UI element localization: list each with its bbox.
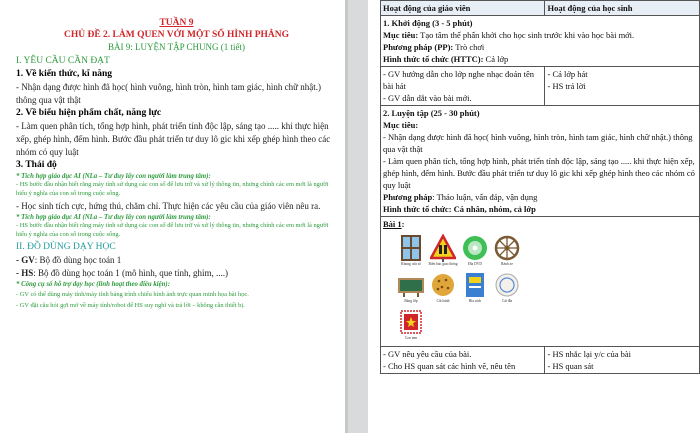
tile-plate [491,271,523,308]
tile-label: Bánh xe [501,262,513,266]
lesson-heading: BÀI 9: LUYỆN TẬP CHUNG (1 tiết) [108,42,245,52]
warmup-title: 1. Khởi động (3 - 5 phút) [383,18,473,28]
exercise-1 [381,216,699,345]
dvd-disc-icon [462,234,488,262]
activity-table [380,0,700,374]
document-page-right [368,0,700,433]
warmup-objective [383,29,697,41]
student-label: - HS [16,268,34,279]
attitude-text: - Học sinh tích cực, hứng thú, chăm chỉ. Thực hiện các yêu cầu của giáo viên nêu ra. [16,201,321,212]
stamp-icon [399,308,423,336]
book-cover-icon [463,271,487,299]
practice-title: 2. Luyện tập (25 - 30 phút) [383,108,480,118]
tile-label: Khung cửa sổ [401,262,421,266]
ai-integration-text: - HS bước đầu nhận biết rằng máy tính sử dụng các con số để lưu trữ và xử lý thông tin, nhưng chính các em mới là người hiểu ý nghĩa của con số trong cuộc sống. [16,181,329,197]
blackboard-icon [397,271,425,299]
objective-text: Tạo tâm thế phấn khởi cho học sinh trước khi vào học bài mới. [418,30,635,40]
warmup-student-2: - HS trả lời [547,81,586,91]
warmup-student-1: - Cả lớp hát [547,69,588,79]
week-heading: TUẦN 9 [159,18,194,28]
warmup-student-cell [545,67,700,106]
topic-heading: CHỦ ĐỀ 2. LÀM QUEN VỚI MỘT SỐ HÌNH PHẲNG [63,30,290,40]
competence-text: - Làm quen phân tích, tổng hợp hình, phát triển tính độc lập, sáng tạo ..... khi thực hiện xếp, ghép hình, đếm hình. Bước đầu phát triển tư duy lô gic khi xếp ghép hình theo các nhóm có quy luật [16,121,331,157]
tile-wheel [491,234,523,271]
warmup-method [383,41,697,53]
digital-tool-2: - GV đặt câu hỏi gợi mở về máy tính/robot để HS suy nghĩ và trả lời – không cần thiết bị. [16,301,245,309]
method-label: Phương pháp (PP): [383,42,454,52]
cake-icon [430,271,456,299]
format-label: Hình thức tổ chức (HTTC): [383,54,484,64]
digital-tools-note: * Công cụ số hỗ trợ dạy học (linh hoạt theo điều kiện): [16,281,170,289]
tile-dvd [459,234,491,271]
ai-integration-text-2: - HS bước đầu nhận biết rằng máy tính sử dụng các con số để lưu trữ và xử lý thông tin, nhưng chính các em mới là người hiểu ý nghĩa của con số trong cuộc sống. [16,222,329,238]
tile-label: Đĩa DVD [468,262,482,266]
exercise-teacher-1: - GV nêu yêu cầu của bài. [383,349,472,359]
materials-teacher [16,254,337,267]
subsection-attitude: 3. Thái độ [16,160,57,170]
practice-method-text: : Thảo luận, vấn đáp, vận dụng [432,192,538,202]
method-text: Trò chơi [453,42,485,52]
exercise-student-1: - HS nhắc lại y/c của bài [547,349,632,359]
warning-sign-icon [430,234,456,262]
wheel-icon [494,234,520,262]
knowledge-text: - Nhận dạng được hình đã học( hình vuông, hình tròn, hình tam giác, hình chữ nhật.) thông qua vật thật [16,82,321,105]
section-objectives: I. YÊU CẦU CẦN ĐẠT [16,56,110,66]
table-row [381,67,700,106]
exercise-image-grid [395,234,525,345]
tile-label: Bìa sách [468,299,482,303]
table-row [381,106,700,347]
tile-label: Bảng lớp [404,299,418,303]
warmup-format [383,53,697,65]
objective-label: Mục tiêu: [383,30,419,40]
tile-window [395,234,427,271]
tile-cake [427,271,459,308]
exercise-student-2: - HS quan sát [547,361,594,371]
format-text: Cả lớp [483,54,509,64]
teacher-materials: : Bộ đồ dùng học toán 1 [34,255,122,266]
warmup-cell [381,16,700,67]
subsection-knowledge: 1. Về kiến thức, kĩ năng [16,69,113,79]
ai-integration-note: * Tích hợp giáo dục AI (NLa – Tư duy lấy con người làm trung tâm): [16,173,211,180]
tile-label: Cái bánh [436,299,450,303]
practice-text-1: - Nhận dạng được hình đã học( hình vuông, hình tròn, hình tam giác, hình chữ nhật.) thông qua vật thật [383,132,693,154]
document-page-left [0,0,345,433]
exercise-1-label: Bài 1 [383,219,402,229]
materials-student [16,267,337,280]
tile-stamp [395,308,427,345]
practice-objective-label: Mục tiêu: [383,120,419,130]
exercise-student-cell [545,347,700,374]
digital-tool-1: - GV có thể dùng máy tính/máy tính bảng trình chiếu hình ảnh trực quan minh họa bài học. [16,291,249,299]
ai-integration-note-2: * Tích hợp giáo dục AI (NLa – Tư duy lấy con người làm trung tâm): [16,214,211,222]
tile-board [395,271,427,308]
practice-text-2: - Làm quen phân tích, tổng hợp hình, phát triển tính độc lập, sáng tạo ..... khi thực hiện xếp, ghép hình, đếm hình. Bước đầu phát triển tư duy lô gic khi xếp ghép hình theo các nhóm có quy luật [383,156,695,190]
section-materials: II. ĐỒ DÙNG DẠY HỌC [16,242,116,253]
page-gap [345,0,348,433]
table-header-row [381,1,700,16]
exercise-teacher-cell [381,347,545,374]
warmup-teacher-1: - GV hướng dẫn cho lớp nghe nhạc đoán tên bài hát [383,69,535,91]
warmup-teacher-2: - GV dẫn dắt vào bài mới. [383,93,472,103]
teacher-label: - GV [16,255,35,266]
tile-label: Con tem [404,336,418,340]
warmup-teacher-cell [381,67,545,106]
subsection-competence: 2. Về biểu hiện phẩm chất, năng lực [16,108,162,118]
tile-label: Cái đĩa [501,299,513,303]
column-header-teacher: Hoạt động của giáo viên [381,1,545,16]
exercise-1-colon: : [401,219,405,229]
practice-cell [381,106,700,347]
exercise-teacher-2: - Cho HS quan sát các hình vẽ, nêu tên [383,361,516,371]
student-materials: : Bộ đồ dùng học toán 1 (mô hình, que tính, ghim, ....) [33,268,229,279]
tile-sign [427,234,459,271]
plate-icon [494,271,520,299]
tile-book [459,271,491,308]
practice-method [383,191,697,203]
practice-format: Hình thức tổ chức: Cá nhân, nhóm, cả lớp [383,204,536,214]
table-row [381,16,700,67]
table-row [381,347,700,374]
practice-method-label: Phương pháp [383,192,433,202]
window-icon [400,234,422,262]
tile-label: Biển báo giao thông [428,262,458,266]
column-header-student: Hoạt động của học sinh [545,1,700,16]
